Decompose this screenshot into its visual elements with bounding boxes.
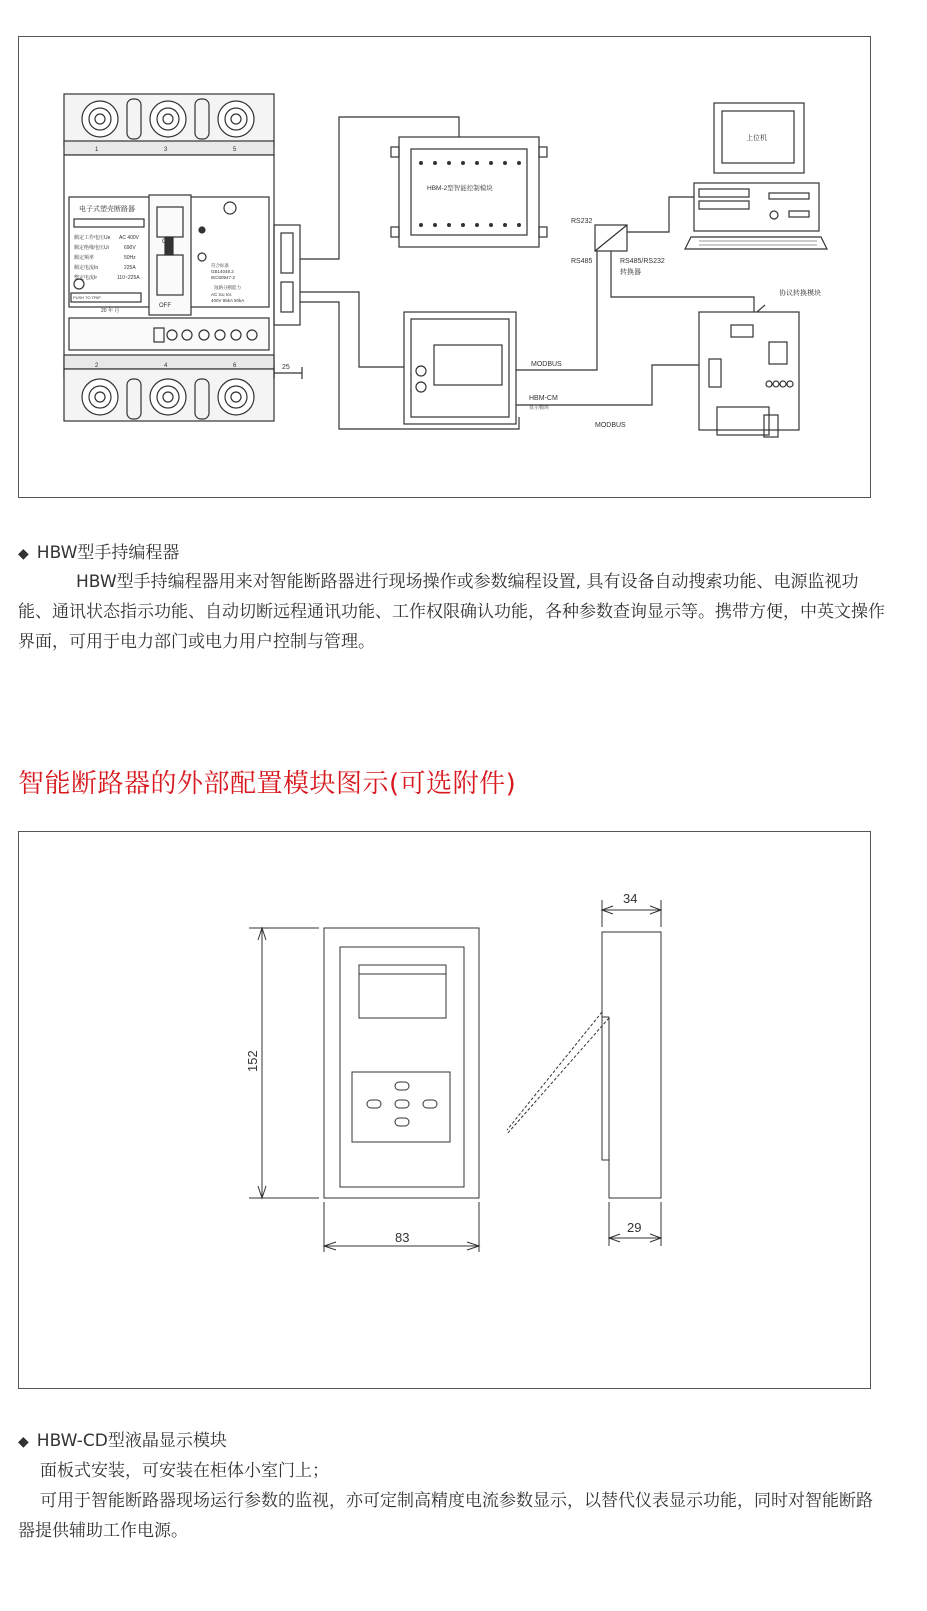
push-label: PUSH TO TRIP: [73, 295, 101, 300]
dimension-diagram: [19, 832, 870, 1388]
breaking-label: 短路分断能力: [214, 285, 241, 290]
std-line-0: 符合标准: [211, 263, 229, 268]
breaker-row-1-name: 额定绝缘电压Ui: [74, 245, 109, 251]
terminal-bottom-2: 2: [95, 363, 99, 369]
pc-label: 上位机: [746, 135, 767, 142]
converter-label-1: 转换器: [620, 269, 641, 276]
section2-line2: 可用于智能断路器现场运行参数的监视，亦可定制高精度电流参数显示，以替代仪表显示功能，同时对智能断路器提供辅助工作电源。: [18, 1491, 873, 1541]
std-line-1: GB14048.2: [211, 269, 234, 274]
rs232-label: RS232: [571, 218, 593, 225]
terminal-top-5: 5: [233, 147, 237, 153]
section2-line1: 面板式安装，可安装在柜体小室门上；: [40, 1461, 329, 1481]
off-label: OFF: [159, 303, 171, 309]
date-label: 20 年 月: [101, 308, 120, 314]
front-view-outline: [324, 928, 479, 1198]
breaker-row-2-val: 50Hz: [124, 255, 136, 261]
modbus-label-1: MODBUS: [531, 361, 562, 368]
breaking-row-1: 400V 85kA 50kA: [211, 298, 245, 303]
std-line-2: IEC60947-2: [211, 275, 236, 280]
terminal-top-1: 1: [95, 147, 99, 153]
breaker-row-4-name: 整定电流Ir: [74, 275, 98, 281]
wiring-diagram: [19, 37, 870, 497]
section-title: 智能断路器的外部配置模块图示(可选附件): [18, 769, 517, 799]
dim-depth-bottom-label: 29: [627, 1220, 642, 1235]
breaker-row-1-val: 690V: [124, 245, 136, 251]
display-module-label: HBM-CM: [529, 395, 558, 402]
breaker-row-0-val: AC 400V: [119, 235, 140, 241]
terminal-bottom-4: 4: [164, 363, 168, 369]
dim-depth-top-label: 34: [623, 891, 638, 906]
diamond-bullet-icon: ◆: [18, 546, 29, 562]
display-module-sub: 显示模块: [529, 405, 550, 411]
breaker-row-0-name: 额定工作电压Ue: [74, 235, 111, 241]
dim-25: 25: [282, 364, 290, 371]
wiring-diagram-frame: [18, 36, 871, 498]
breaker-row-2-name: 额定频率: [74, 255, 95, 261]
dim-width-label: 83: [395, 1230, 410, 1245]
breaking-row-0: AC Icu Ics: [211, 292, 232, 297]
converter-label-0: RS485/RS232: [620, 258, 665, 265]
dim-height-label: 152: [245, 1050, 260, 1072]
rs485-label: RS485: [571, 258, 593, 265]
breaker-row-3-name: 额定电流In: [74, 265, 99, 271]
terminal-top-3: 3: [164, 147, 168, 153]
modbus-label-2: MODBUS: [595, 422, 626, 429]
bottom-terminal-icons: [82, 379, 254, 419]
section1-body: HBW型手持编程器用来对智能断路器进行现场操作或参数编程设置, 具有设备自动搜索功能、电源监视功能、通讯状态指示功能、自动切断远程通讯功能、工作权限确认功能，各种参数查询显示等。携带方便，中英文操作界面，可用于电力部门或电力用户控制与管理。: [18, 572, 885, 652]
diamond-bullet-icon: ◆: [18, 1434, 29, 1450]
terminal-bottom-6: 6: [233, 363, 237, 369]
control-module-label: HBM-2型智能控制模块: [427, 185, 493, 192]
breaker-row-4-val: 110~225A: [117, 275, 140, 281]
breaker-label: 电子式塑壳断路器: [79, 206, 135, 213]
breaker-row-3-val: 225A: [124, 265, 136, 271]
side-view-outline: [602, 932, 661, 1198]
section2-heading: ◆ HBW-CD型液晶显示模块: [18, 1431, 227, 1451]
protocol-label: 协议转换模块: [779, 290, 821, 297]
section1-heading: ◆ HBW型手持编程器: [18, 543, 180, 563]
top-terminal-icons: [82, 99, 254, 139]
on-label: ON: [162, 239, 171, 245]
dimension-diagram-frame: [18, 831, 871, 1389]
